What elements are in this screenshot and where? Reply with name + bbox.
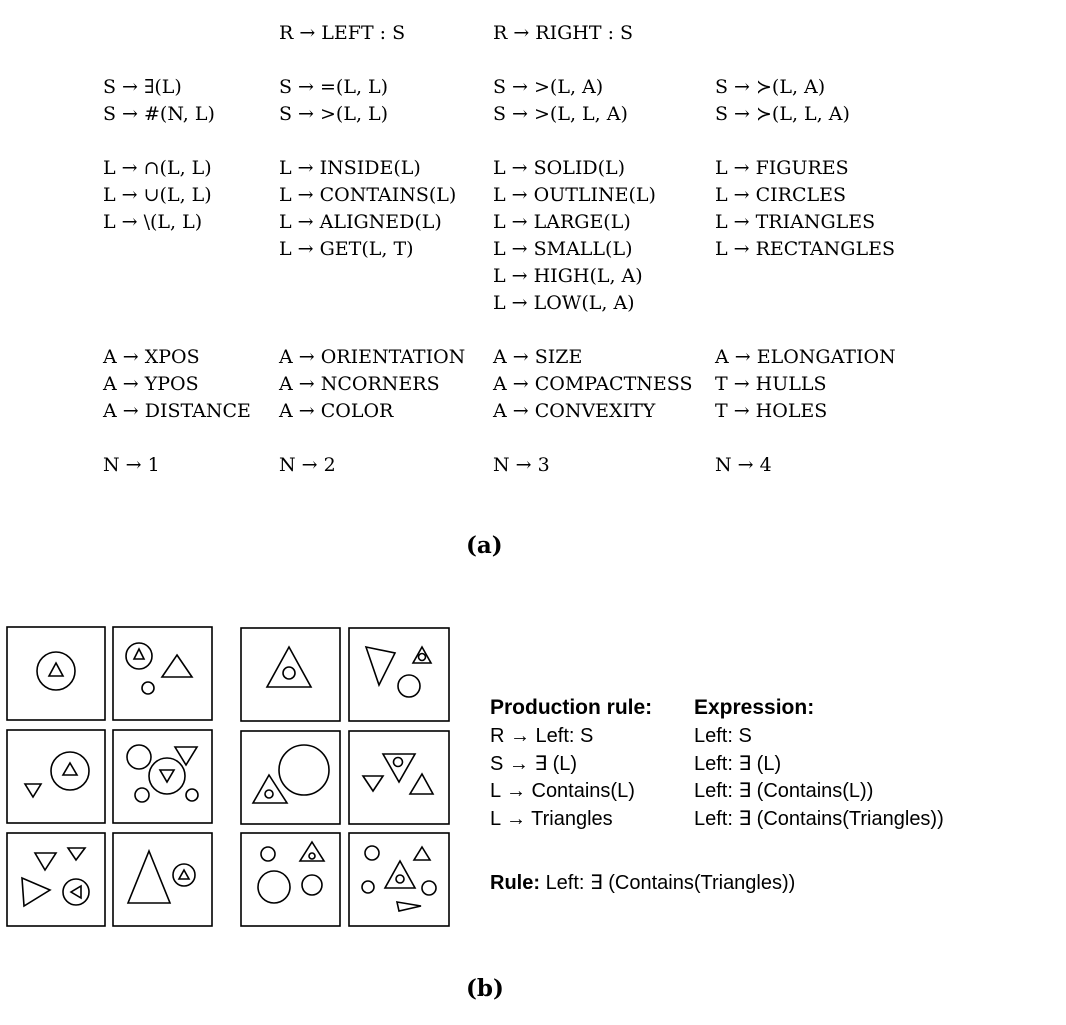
circle — [186, 789, 198, 801]
panel-shapes — [127, 745, 198, 802]
l-rule: L → ∩(L, L) — [103, 157, 212, 179]
s-rule: S → ≻(L, L, A) — [715, 103, 850, 125]
l-rule: L → CIRCLES — [715, 184, 847, 206]
triangle — [366, 647, 395, 685]
s-rule: S → ≻(L, A) — [715, 76, 826, 98]
circle — [51, 752, 89, 790]
s-rule: S → >(L, L, A) — [493, 103, 628, 125]
a-rule: A → SIZE — [493, 346, 583, 368]
panel-a-label: (a) — [466, 532, 503, 559]
l-rule: L → RECTANGLES — [715, 238, 895, 260]
triangle — [134, 649, 144, 659]
l-rule: L → HIGH(L, A) — [493, 265, 643, 287]
circle — [362, 881, 374, 893]
circle — [398, 675, 420, 697]
a-rule: A → XPOS — [103, 346, 200, 368]
triangle — [49, 663, 63, 676]
circle — [422, 881, 436, 895]
triangle — [300, 842, 324, 861]
expression: Left: ∃ (Contains(L)) — [694, 780, 874, 802]
expression: Left: ∃ (Contains(Triangles)) — [694, 807, 944, 830]
s-rule: S → =(L, L) — [279, 76, 389, 98]
panel-shapes — [22, 848, 89, 906]
l-rule: L → INSIDE(L) — [279, 157, 421, 179]
panel-shapes — [362, 846, 436, 911]
panel-b-label: (b) — [466, 975, 504, 1002]
triangle — [160, 770, 174, 782]
production-rule: L → Triangles — [490, 807, 613, 830]
production-rule: S → ∃ (L) — [490, 752, 578, 775]
expression-header: Expression: — [694, 696, 815, 719]
t-rule: T → HOLES — [715, 400, 828, 422]
t-rule: T → HULLS — [715, 373, 827, 395]
panel-box — [241, 731, 340, 824]
production-rule: R → Left: S — [490, 725, 594, 747]
circle — [394, 758, 403, 767]
l-rule: L → TRIANGLES — [715, 211, 876, 233]
expression: Left: ∃ (L) — [694, 752, 782, 775]
l-rule: L → LARGE(L) — [493, 211, 631, 233]
rule-r-right: R → RIGHT : S — [493, 22, 634, 44]
l-rule: L → CONTAINS(L) — [279, 184, 457, 206]
triangle — [363, 776, 383, 791]
panel-shapes — [37, 652, 75, 690]
n-rule: N → 3 — [493, 454, 550, 476]
panel-box — [349, 833, 449, 926]
circle — [126, 643, 152, 669]
right-side-panels — [241, 628, 449, 926]
circle — [283, 667, 295, 679]
circle — [63, 879, 89, 905]
l-rule: L → GET(L, T) — [279, 238, 414, 260]
panel-box — [241, 833, 340, 926]
expression-list — [694, 723, 944, 833]
n-rule: N → 2 — [279, 454, 336, 476]
panel-shapes — [126, 643, 192, 694]
panel-shapes — [253, 745, 329, 803]
triangle — [253, 775, 287, 803]
circle — [279, 745, 329, 795]
final-rule — [490, 870, 795, 895]
panel-shapes — [258, 842, 324, 903]
panel-box — [113, 730, 212, 823]
circle — [365, 846, 379, 860]
triangle — [68, 848, 85, 860]
circle — [261, 847, 275, 861]
triangle — [35, 853, 56, 870]
panel-box — [241, 628, 340, 721]
s-rule: S → ∃(L) — [103, 76, 182, 98]
triangle — [162, 655, 192, 677]
circle — [142, 682, 154, 694]
circle — [302, 875, 322, 895]
panel-box — [113, 627, 212, 720]
panel-shapes — [25, 752, 89, 797]
circle — [419, 654, 426, 661]
a-rule: A → COLOR — [279, 400, 394, 422]
panel-shapes — [366, 647, 431, 697]
circle — [149, 758, 185, 794]
panel-box — [113, 833, 212, 926]
s-rule: S → >(L, L) — [279, 103, 389, 125]
triangle — [410, 774, 433, 794]
rule-label: Rule: — [490, 872, 540, 894]
l-rule: L → SMALL(L) — [493, 238, 633, 260]
a-rule: A → CONVEXITY — [493, 400, 656, 422]
triangle — [25, 784, 41, 797]
panel-box — [7, 730, 105, 823]
s-rule: S → >(L, A) — [493, 76, 604, 98]
production-rule: L → Contains(L) — [490, 780, 635, 802]
circle — [127, 745, 151, 769]
triangle — [22, 878, 50, 906]
circle — [37, 652, 75, 690]
triangle — [397, 902, 421, 911]
bongard-problem-figure — [0, 620, 460, 930]
triangle — [71, 886, 81, 898]
a-rule: A → YPOS — [103, 373, 199, 395]
a-rule: A → NCORNERS — [279, 373, 440, 395]
rule-value: Left: ∃ (Contains(Triangles)) — [545, 872, 796, 894]
circle — [265, 790, 273, 798]
n-rule: N → 1 — [103, 454, 160, 476]
l-rule: L → LOW(L, A) — [493, 292, 635, 314]
triangle — [179, 870, 189, 879]
l-rule: L → \(L, L) — [103, 211, 203, 233]
triangle — [128, 851, 170, 903]
triangle — [414, 847, 430, 860]
l-rule: L → SOLID(L) — [493, 157, 626, 179]
l-rule: L → FIGURES — [715, 157, 849, 179]
s-rule: S → #(N, L) — [103, 103, 215, 125]
panel-shapes — [128, 851, 195, 903]
panel-box — [7, 627, 105, 720]
l-rule: L → OUTLINE(L) — [493, 184, 656, 206]
triangle — [63, 763, 77, 775]
n-rule: N → 4 — [715, 454, 772, 476]
rule-r-left: R → LEFT : S — [279, 22, 406, 44]
panel-shapes — [363, 754, 433, 794]
circle — [258, 871, 290, 903]
a-rule: A → DISTANCE — [103, 400, 251, 422]
production-rule-list — [490, 723, 635, 833]
production-rule-header: Production rule: — [490, 696, 653, 719]
circle — [309, 853, 315, 859]
panel-shapes — [267, 647, 311, 687]
circle — [396, 875, 404, 883]
expression: Left: S — [694, 725, 752, 747]
l-rule: L → ALIGNED(L) — [279, 211, 442, 233]
a-rule: A → COMPACTNESS — [493, 373, 693, 395]
circle — [135, 788, 149, 802]
a-rule: A → ORIENTATION — [279, 346, 466, 368]
panel-box — [349, 628, 449, 721]
a-rule: A → ELONGATION — [715, 346, 896, 368]
circle — [173, 864, 195, 886]
l-rule: L → ∪(L, L) — [103, 184, 212, 206]
